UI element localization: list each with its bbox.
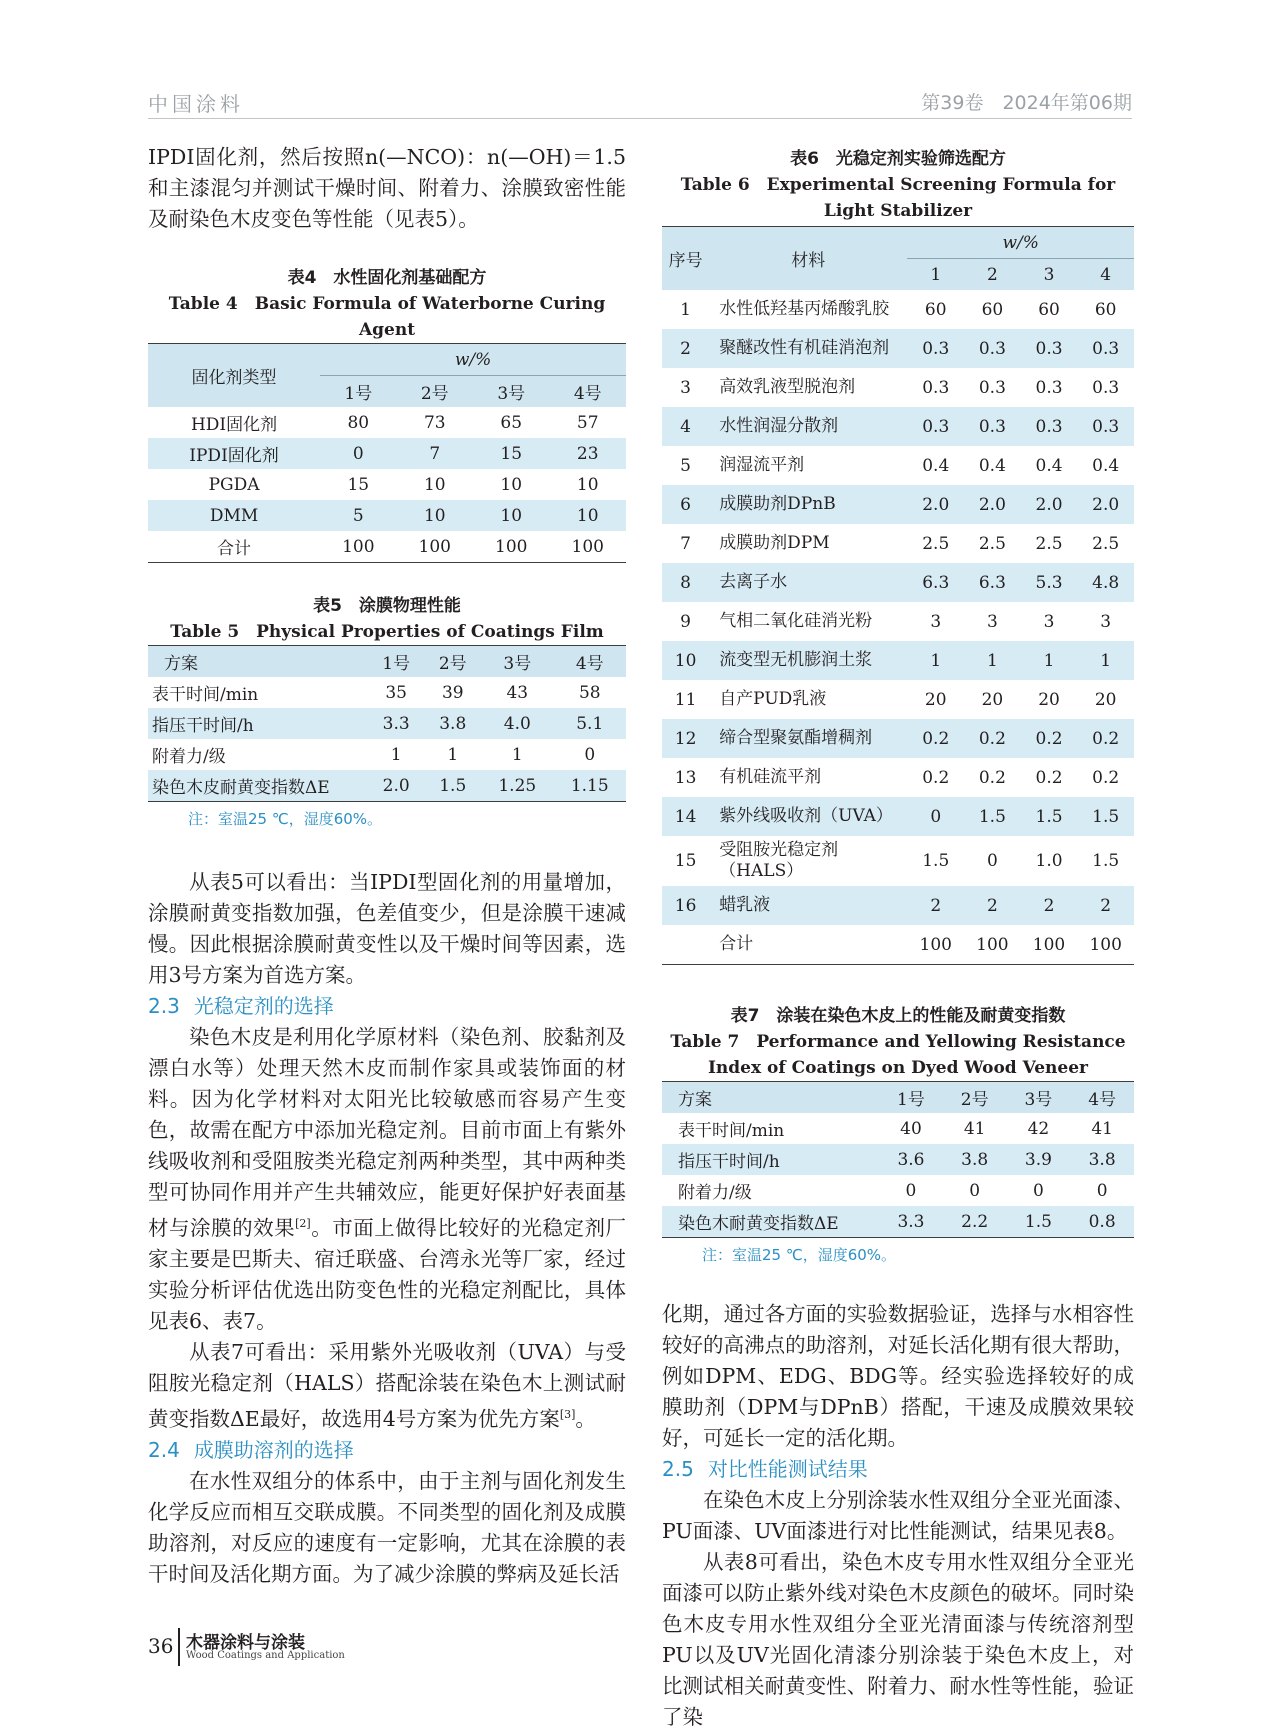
table-row xyxy=(148,407,626,438)
table4-col: 2号 xyxy=(397,376,473,408)
cell: 10 xyxy=(500,474,523,495)
cell: 0 xyxy=(1032,1180,1044,1201)
paragraph-intro: IPDI固化剂，然后按照n(—NCO)：n(—OH)＝1.5和主漆混匀并测试干燥时间、附着力、涂膜致密性能及耐染色木皮变色等性能（见表5）。 xyxy=(148,145,626,231)
cell: 0.2 xyxy=(1035,767,1063,788)
cell: 合计 xyxy=(719,934,754,954)
table5-block xyxy=(148,593,626,829)
cell: 1 xyxy=(390,744,402,765)
cell: 成膜助剂DPnB xyxy=(709,485,907,524)
table7-col: 4号 xyxy=(1070,1082,1134,1114)
cell: 1.5 xyxy=(922,851,950,871)
table7-note: 注：室温25 ℃，湿度60%。 xyxy=(702,1246,897,1264)
cell: 5 xyxy=(320,500,396,531)
cell: 60 xyxy=(924,299,947,320)
paragraph-2-4-continued: 化期，通过各方面的实验数据验证，选择与水相容性较好的高沸点的助溶剂，对延长活化期有很大帮助，例如DPM、EDG、BDG等。经实验选择较好的成膜助剂（DPM与DPnB）搭配，干速及成膜效果较好，可延长一定的活化期。 xyxy=(662,1302,1134,1450)
paragraph-2-3a: 染色木皮是利用化学原材料（染色剂、胶黏剂及漂白水等）处理天然木皮而制作家具或装饰面的材料。因为化学材料对太阳光比较敏感而容易产生变色，故需在配方中添加光稳定剂。目前市面上有紫外线吸收剂和受阻胺类光稳定剂两种类型，其中两种类型可协同作用并产生共辅效应，能更好保护好表面基材与涂膜的效果[2]。市面上做得比较好的光稳定剂厂家主要是巴斯夫、宿迁联盛、台湾永光等厂家，经过实验分析评估优选出防变色性的光稳定剂配比，具体见表6、表7。 xyxy=(148,1025,627,1333)
table5-col: 2号 xyxy=(424,646,481,678)
cell: 100 xyxy=(342,536,375,557)
table-row xyxy=(148,438,626,469)
table-row xyxy=(662,563,1134,602)
cell: 0 xyxy=(969,1180,981,1201)
section-number: 2.5 xyxy=(662,1457,694,1481)
cell: 0 xyxy=(907,797,964,836)
cell: 15 xyxy=(674,851,697,871)
cell: 0.3 xyxy=(1021,407,1078,446)
section-title: 对比性能测试结果 xyxy=(707,1457,868,1481)
cell: 15 xyxy=(473,438,549,469)
table4 xyxy=(148,343,626,563)
cell: 41 xyxy=(963,1118,986,1139)
cell: 10 xyxy=(423,474,446,495)
footer-subtitle: Wood Coatings and Application xyxy=(186,1650,345,1661)
cell: 100 xyxy=(418,536,451,557)
right-column xyxy=(662,146,1134,1733)
table6-col: 2 xyxy=(964,259,1021,291)
cell: 4 xyxy=(662,407,709,446)
paragraph-2-3b: 从表7可看出：采用紫外光吸收剂（UVA）与受阻胺光稳定剂（HALS）搭配涂装在染色木上测试耐黄变指数ΔE最好，故选用4号方案为优先方案[3]。 xyxy=(148,1339,626,1431)
table7-col: 3号 xyxy=(1007,1082,1071,1114)
cell: 水性低羟基丙烯酸乳胶 xyxy=(719,299,890,319)
cell: 5.3 xyxy=(1021,563,1078,602)
table5 xyxy=(148,645,626,802)
cell: 100 xyxy=(976,934,1009,955)
cell: 1 xyxy=(447,744,459,765)
cell: 20 xyxy=(1038,689,1060,710)
cell: 60 xyxy=(1038,299,1060,320)
cell: 1 xyxy=(964,641,1021,680)
cell: 20 xyxy=(981,689,1004,710)
cell: 6 xyxy=(662,485,709,524)
cell: 20 xyxy=(924,689,947,710)
cell: 39 xyxy=(441,682,464,703)
left-column xyxy=(148,142,626,1590)
cell: 附着力/级 xyxy=(152,747,226,767)
cell: 0.3 xyxy=(1077,407,1134,446)
table-row xyxy=(662,1144,1134,1175)
cell: 20 xyxy=(1094,689,1117,710)
cell: 0 xyxy=(320,438,396,469)
cell: 0.4 xyxy=(1035,455,1063,476)
cell: 高效乳液型脱泡剂 xyxy=(719,377,856,397)
cell: 2.5 xyxy=(922,533,950,554)
table-row xyxy=(662,446,1134,485)
citation: [3] xyxy=(559,1407,576,1421)
table-row xyxy=(662,758,1134,797)
cell: 43 xyxy=(506,682,529,703)
table6-title-cn: 表6 光稳定剂实验筛选配方 xyxy=(790,149,1006,169)
cell: 100 xyxy=(919,934,952,955)
cell: 1.5 xyxy=(964,797,1021,836)
cell: 6.3 xyxy=(964,563,1021,602)
table-row xyxy=(662,1113,1134,1144)
cell: 42 xyxy=(1027,1118,1050,1139)
cell: 3.8 xyxy=(943,1144,1007,1175)
table-row xyxy=(662,329,1134,368)
table6-header-w: w/% xyxy=(907,227,1134,259)
cell: 3 xyxy=(1100,611,1112,632)
table7-title-cn: 表7 涂装在染色木皮上的性能及耐黄变指数 xyxy=(730,1006,1066,1026)
cell: 3 xyxy=(680,377,691,398)
cell: 3.9 xyxy=(1007,1144,1071,1175)
section-2-3-heading xyxy=(148,991,626,1022)
cell: 3 xyxy=(986,611,998,632)
section-number: 2.4 xyxy=(148,1437,180,1462)
cell: 3.6 xyxy=(879,1144,943,1175)
table-row xyxy=(662,1175,1134,1206)
cell: 10 xyxy=(397,500,473,531)
table-row xyxy=(662,368,1134,407)
cell: 1.15 xyxy=(554,770,626,802)
cell: 1 xyxy=(907,641,964,680)
cell: 聚醚改性有机硅消泡剂 xyxy=(709,329,907,368)
section-title: 成膜助溶剂的选择 xyxy=(193,1437,354,1462)
table-row xyxy=(662,836,1134,886)
cell: 0.4 xyxy=(1092,455,1120,476)
table4-col: 1号 xyxy=(320,376,396,408)
table4-header-type: 固化剂类型 xyxy=(148,344,320,408)
table7-title-en: Table 7 Performance and Yellowing Resistance Index of Coatings on Dyed Wood Veneer xyxy=(670,1032,1126,1078)
cell: 0.2 xyxy=(1077,719,1134,758)
cell: 41 xyxy=(1091,1118,1113,1139)
cell: 指压干时间/h xyxy=(148,708,368,739)
cell: 指压干时间/h xyxy=(662,1144,879,1175)
table-row xyxy=(662,485,1134,524)
cell: 1.5 xyxy=(1077,797,1134,836)
cell: 水性润湿分散剂 xyxy=(709,407,907,446)
table4-header-w: w/% xyxy=(320,344,626,376)
cell: 0.2 xyxy=(1021,719,1078,758)
table4-block xyxy=(148,265,626,563)
table4-col: 3号 xyxy=(473,376,549,408)
cell: 1.5 xyxy=(1092,851,1120,871)
paragraph-2-5b: 从表8可看出，染色木皮专用水性双组分全亚光面漆可以防止紫外线对染色木皮颜色的破坏。同时染色木皮专用水性双组分全亚光清面漆与传统溶剂型PU以及UV光固化清漆分别涂装于染色木皮上，对比测试相关耐黄变性、附着力、耐水性等性能，验证了染 xyxy=(662,1550,1134,1729)
cell: IPDI固化剂 xyxy=(148,438,320,469)
cell: 0.3 xyxy=(907,407,964,446)
table6-col: 1 xyxy=(907,259,964,291)
cell: 缔合型聚氨酯增稠剂 xyxy=(709,719,907,758)
section-2-4-heading xyxy=(148,1435,626,1466)
cell: 10 xyxy=(549,500,626,531)
cell xyxy=(662,925,709,965)
cell: DMM xyxy=(148,500,320,531)
cell: 0.4 xyxy=(978,455,1006,476)
cell: 0.4 xyxy=(922,455,950,476)
cell: 0.3 xyxy=(1035,377,1063,398)
cell: 有机硅流平剂 xyxy=(719,767,822,787)
cell: 2.5 xyxy=(1092,533,1120,554)
cell: 2.2 xyxy=(943,1206,1007,1238)
cell: 7 xyxy=(397,438,473,469)
section-2-5-heading xyxy=(662,1454,1134,1485)
cell: 附着力/级 xyxy=(678,1183,752,1203)
table6-col: 4 xyxy=(1077,259,1134,291)
table-row xyxy=(662,797,1134,836)
cell: 0.3 xyxy=(922,377,950,398)
page-number: 36 xyxy=(148,1634,174,1658)
paragraph-2-4: 在水性双组分的体系中，由于主剂与固化剂发生化学反应而相互交联成膜。不同类型的固化剂及成膜助溶剂，对反应的速度有一定影响，尤其在涂膜的表干时间及活化期方面。为了减少涂膜的弊病及延长活 xyxy=(148,1468,626,1586)
cell: 58 xyxy=(578,682,601,703)
table-row xyxy=(148,500,626,531)
cell: 5 xyxy=(680,455,691,476)
cell: 57 xyxy=(576,412,599,433)
table-row xyxy=(662,290,1134,329)
cell: 0 xyxy=(905,1180,917,1201)
table4-title-cn: 表4 水性固化剂基础配方 xyxy=(287,268,487,288)
cell: 2.0 xyxy=(907,485,964,524)
cell: 11 xyxy=(674,689,697,710)
table6-header-no: 序号 xyxy=(662,227,709,291)
cell: 1 xyxy=(680,299,691,320)
cell: 15 xyxy=(347,474,370,495)
table5-col: 4号 xyxy=(554,646,626,678)
cell: 0.2 xyxy=(1092,767,1120,788)
cell: 100 xyxy=(1089,934,1122,955)
cell: 受阻胺光稳定剂（HALS） xyxy=(719,840,839,881)
cell: 0 xyxy=(986,851,998,871)
cell: 8 xyxy=(662,563,709,602)
cell: 3.8 xyxy=(1070,1144,1134,1175)
cell: 流变型无机膨润土浆 xyxy=(709,641,907,680)
cell: 2 xyxy=(964,886,1021,925)
cell: 2 xyxy=(1021,886,1078,925)
cell: 100 xyxy=(1032,934,1066,955)
paragraph-table5-analysis: 从表5可以看出：当IPDI型固化剂的用量增加，涂膜耐黄变指数加强，色差值变少，但是涂膜干速减慢。因此根据涂膜耐黄变性以及干燥时间等因素，选用3号方案为首选方案。 xyxy=(148,870,626,987)
cell: 1.5 xyxy=(1007,1206,1071,1238)
cell: 1.5 xyxy=(424,770,481,802)
table7 xyxy=(662,1081,1134,1238)
cell: 染色木耐黄变指数ΔE xyxy=(662,1206,879,1238)
table6 xyxy=(662,226,1134,965)
cell: 35 xyxy=(385,682,407,703)
cell: 7 xyxy=(680,533,691,554)
cell: 1 xyxy=(511,744,523,765)
cell: 0.3 xyxy=(978,377,1006,398)
issue-info: 第39卷 2024年第06期 xyxy=(921,92,1132,114)
cell: 10 xyxy=(473,500,549,531)
cell: 0.3 xyxy=(1092,377,1120,398)
cell: 1.0 xyxy=(1035,851,1063,871)
cell: HDI固化剂 xyxy=(190,415,278,435)
cell: 3.8 xyxy=(424,708,481,739)
table-row xyxy=(662,680,1134,719)
cell: 60 xyxy=(1094,299,1117,320)
cell: 2.0 xyxy=(964,485,1021,524)
table-row xyxy=(148,739,626,770)
cell: 0.2 xyxy=(907,719,964,758)
cell: 3.3 xyxy=(368,708,425,739)
cell: 染色木皮耐黄变指数ΔE xyxy=(148,770,368,802)
cell: 2 xyxy=(662,329,709,368)
cell: PGDA xyxy=(208,474,260,495)
table-row xyxy=(662,1206,1134,1238)
cell: 0.3 xyxy=(964,407,1021,446)
cell: 9 xyxy=(680,611,691,632)
cell: 5.1 xyxy=(554,708,626,739)
cell: 0 xyxy=(584,744,596,765)
cell: 紫外线吸收剂（UVA） xyxy=(709,797,907,836)
cell: 表干时间/min xyxy=(152,685,259,705)
table-row xyxy=(148,770,626,802)
table6-title-en: Table 6 Experimental Screening Formula for Light Stabilizer xyxy=(680,175,1116,221)
table4-col: 4号 xyxy=(549,376,626,408)
cell: 0.2 xyxy=(964,719,1021,758)
cell: 3 xyxy=(1043,611,1055,632)
cell: 13 xyxy=(674,767,697,788)
table-row xyxy=(662,886,1134,925)
table6-col: 3 xyxy=(1021,259,1078,291)
table5-col: 1号 xyxy=(368,646,425,678)
cell: 16 xyxy=(662,886,709,925)
table-row xyxy=(662,925,1134,965)
table5-title-en: Table 5 Physical Properties of Coatings Film xyxy=(170,622,604,642)
section-number: 2.3 xyxy=(148,994,180,1018)
cell: 65 xyxy=(500,412,523,433)
cell: 0 xyxy=(1096,1180,1108,1201)
paragraph-2-5a: 在染色木皮上分别涂装水性双组分全亚光面漆、PU面漆、UV面漆进行对比性能测试，结果见表8。 xyxy=(662,1488,1134,1543)
table-row xyxy=(662,407,1134,446)
cell: 100 xyxy=(571,536,604,557)
table5-col: 3号 xyxy=(481,646,553,678)
table5-note: 注：室温25 ℃，湿度60%。 xyxy=(188,810,383,828)
table7-header-scheme: 方案 xyxy=(662,1082,879,1114)
cell: 润湿流平剂 xyxy=(719,455,805,475)
table7-block xyxy=(662,1003,1134,1265)
journal-name: 中国涂料 xyxy=(148,92,244,116)
cell: 表干时间/min xyxy=(678,1121,785,1141)
citation: [2] xyxy=(295,1217,311,1230)
cell: 40 xyxy=(900,1118,922,1139)
cell: 10 xyxy=(662,641,709,680)
cell: 2 xyxy=(1077,886,1134,925)
cell: 4.0 xyxy=(481,708,553,739)
cell: 3 xyxy=(930,611,942,632)
cell: 2.5 xyxy=(1035,533,1063,554)
cell: 4.8 xyxy=(1077,563,1134,602)
cell: 12 xyxy=(662,719,709,758)
cell: 0.3 xyxy=(1021,329,1078,368)
table-row xyxy=(148,708,626,739)
cell: 100 xyxy=(495,536,528,557)
cell: 2.0 xyxy=(1021,485,1078,524)
cell: 合计 xyxy=(217,539,252,559)
table-row xyxy=(148,677,626,708)
table5-header-scheme: 方案 xyxy=(148,646,368,678)
running-header xyxy=(148,86,1132,119)
cell: 0.2 xyxy=(922,767,950,788)
cell: 14 xyxy=(662,797,709,836)
cell: 2.5 xyxy=(978,533,1006,554)
cell: 1.5 xyxy=(1021,797,1078,836)
cell: 0.8 xyxy=(1070,1206,1134,1238)
cell: 6.3 xyxy=(907,563,964,602)
cell: 0.3 xyxy=(964,329,1021,368)
cell: 80 xyxy=(347,412,370,433)
footer-divider xyxy=(178,1628,180,1666)
table-row xyxy=(662,719,1134,758)
cell: 60 xyxy=(981,299,1004,320)
table-row xyxy=(662,641,1134,680)
table6-header-material: 材料 xyxy=(709,227,907,291)
section-title: 光稳定剂的选择 xyxy=(193,994,334,1018)
table5-title-cn: 表5 涂膜物理性能 xyxy=(313,596,461,616)
cell: 2.0 xyxy=(1077,485,1134,524)
cell: 蜡乳液 xyxy=(709,886,907,925)
table7-col: 1号 xyxy=(879,1082,943,1114)
table7-col: 2号 xyxy=(943,1082,1007,1114)
table-row xyxy=(662,602,1134,641)
cell: 10 xyxy=(576,474,599,495)
cell: 1 xyxy=(1077,641,1134,680)
cell: 0.2 xyxy=(978,767,1006,788)
cell: 1 xyxy=(1021,641,1078,680)
cell: 73 xyxy=(423,412,446,433)
cell: 3.3 xyxy=(879,1206,943,1238)
footer-title: 木器涂料与涂装 xyxy=(186,1633,305,1653)
table4-title-en: Table 4 Basic Formula of Waterborne Curing Agent xyxy=(168,294,606,340)
table6-block xyxy=(662,146,1134,965)
cell: 1.25 xyxy=(481,770,553,802)
table-row xyxy=(662,524,1134,563)
table-row xyxy=(148,469,626,500)
cell: 23 xyxy=(549,438,626,469)
table-row xyxy=(148,531,626,563)
cell: 成膜助剂DPM xyxy=(719,533,830,553)
cell: 0.3 xyxy=(1077,329,1134,368)
cell: 2 xyxy=(907,886,964,925)
cell: 0.3 xyxy=(907,329,964,368)
cell: 2.0 xyxy=(368,770,425,802)
cell: 去离子水 xyxy=(709,563,907,602)
cell: 自产PUD乳液 xyxy=(719,689,827,709)
cell: 气相二氧化硅消光粉 xyxy=(719,611,873,631)
